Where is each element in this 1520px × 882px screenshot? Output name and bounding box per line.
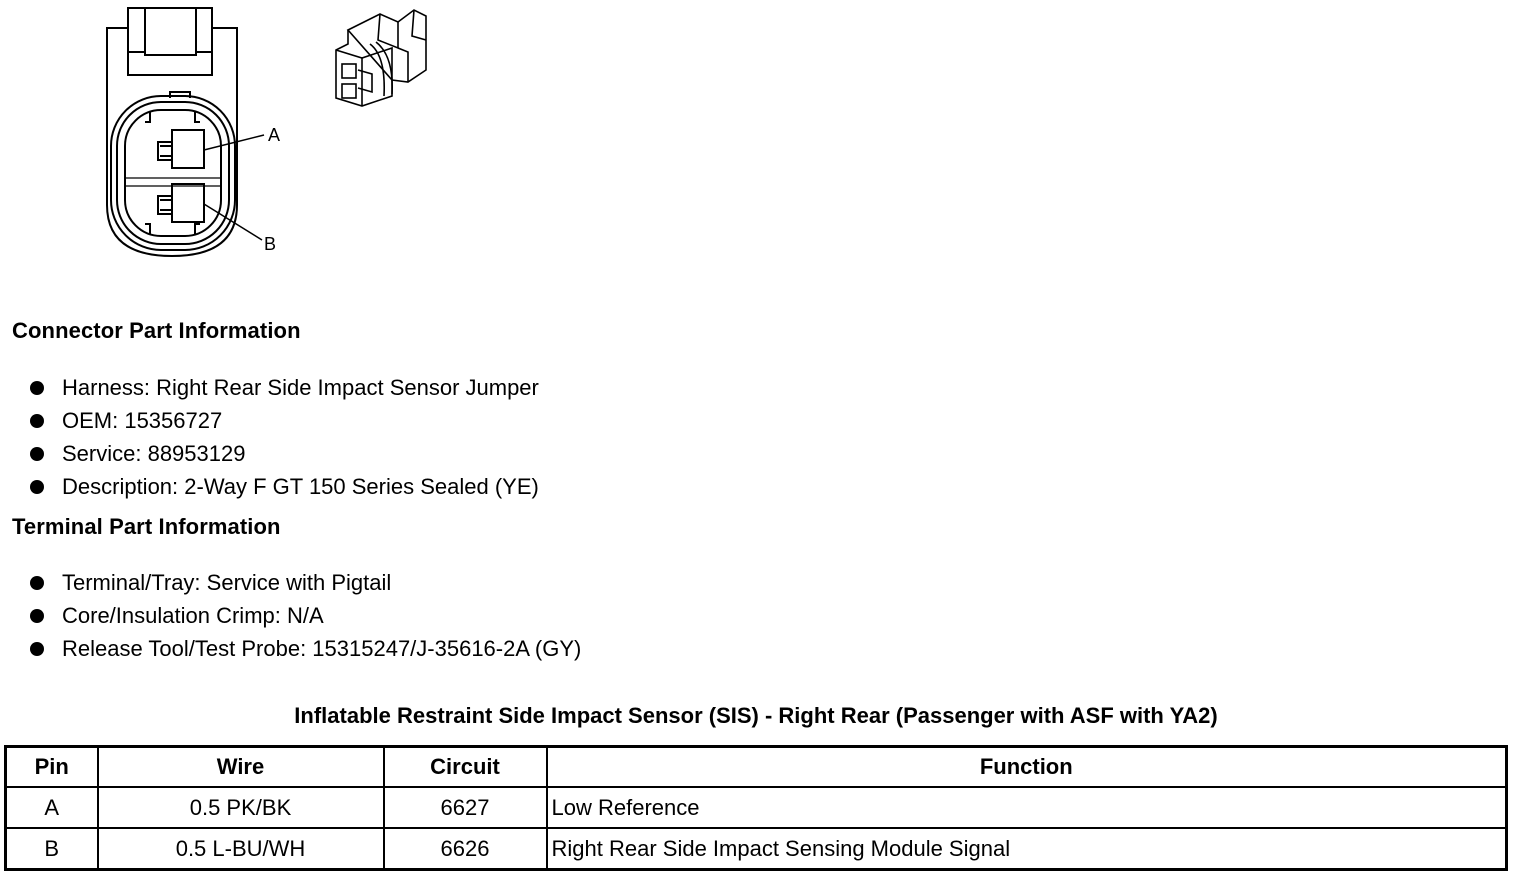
bullet-icon [30, 576, 44, 590]
col-header-pin: Pin [6, 747, 98, 788]
col-header-wire: Wire [98, 747, 384, 788]
bullet-icon [30, 381, 44, 395]
pin-table [4, 745, 1508, 871]
pin-cell: A [6, 787, 98, 828]
list-item: Core/Insulation Crimp: N/A [28, 599, 581, 632]
terminal-part-info-list [28, 566, 581, 665]
bullet-icon [30, 414, 44, 428]
pin-cell: B [6, 828, 98, 870]
pin-table-title: Inflatable Restraint Side Impact Sensor (SIS) - Right Rear (Passenger with ASF with YA2) [294, 703, 1218, 728]
bullet-icon [30, 447, 44, 461]
list-item: Terminal/Tray: Service with Pigtail [28, 566, 581, 599]
bullet-icon [30, 480, 44, 494]
connector-iso-view [336, 10, 426, 106]
table-row [6, 828, 1507, 870]
connector-part-info-list [28, 371, 539, 503]
col-header-function: Function [547, 747, 1507, 788]
table-header-row [6, 747, 1507, 788]
wire-cell: 0.5 PK/BK [98, 787, 384, 828]
connector-face-view [107, 8, 264, 256]
terminal-part-info-heading: Terminal Part Information [12, 514, 281, 539]
list-item: OEM: 15356727 [28, 404, 539, 437]
function-cell: Low Reference [547, 787, 1507, 828]
connector-diagram [0, 0, 470, 270]
list-item: Harness: Right Rear Side Impact Sensor Jumper [28, 371, 539, 404]
pin-a-label: A [268, 125, 281, 145]
bullet-icon [30, 609, 44, 623]
circuit-cell: 6626 [384, 828, 547, 870]
connector-part-info-heading: Connector Part Information [12, 318, 301, 343]
pin-b-label: B [264, 234, 277, 254]
function-cell: Right Rear Side Impact Sensing Module Signal [547, 828, 1507, 870]
list-item: Service: 88953129 [28, 437, 539, 470]
table-row [6, 787, 1507, 828]
wire-cell: 0.5 L-BU/WH [98, 828, 384, 870]
bullet-icon [30, 642, 44, 656]
circuit-cell: 6627 [384, 787, 547, 828]
list-item: Release Tool/Test Probe: 15315247/J-35616-2A (GY) [28, 632, 581, 665]
list-item: Description: 2-Way F GT 150 Series Sealed (YE) [28, 470, 539, 503]
col-header-circuit: Circuit [384, 747, 547, 788]
